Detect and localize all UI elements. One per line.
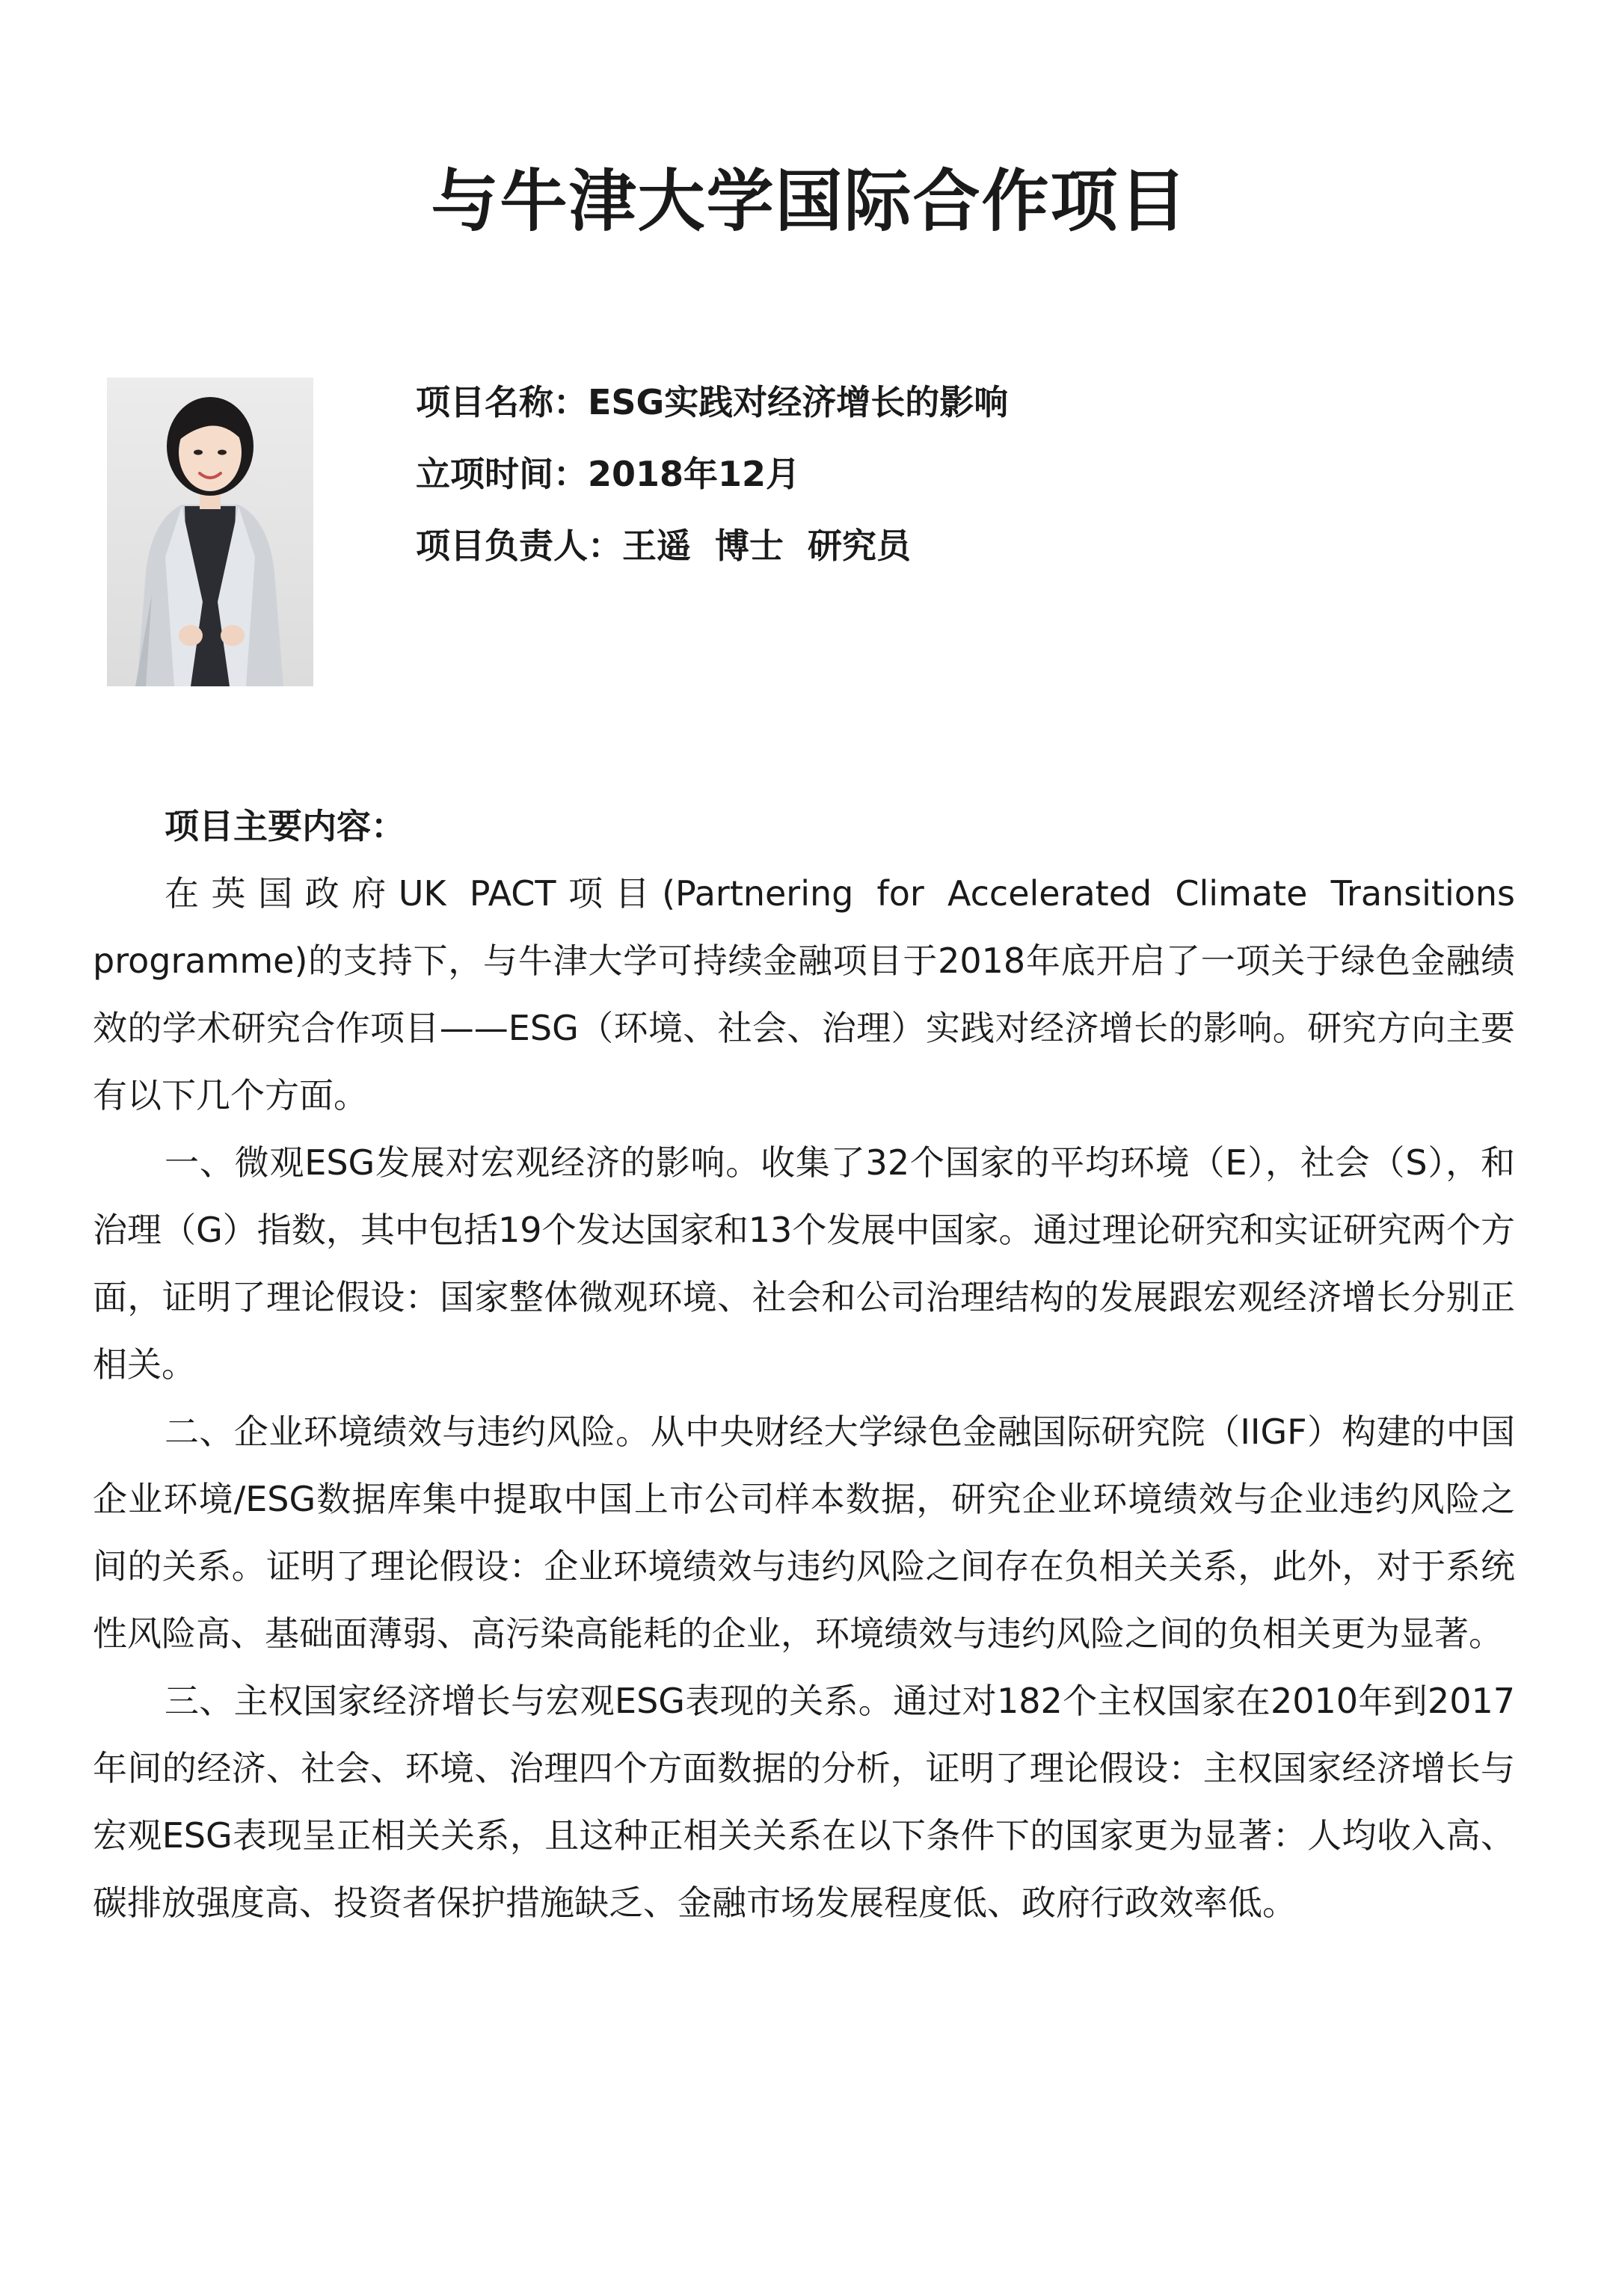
- project-leader-value: 王遥 博士 研究员: [622, 526, 912, 566]
- page-title: 与牛津大学国际合作项目: [431, 162, 1188, 241]
- portrait-photo: [107, 378, 313, 686]
- project-name-row: [416, 366, 1537, 438]
- project-date-row: [416, 438, 1537, 510]
- project-info: [416, 366, 1537, 582]
- project-date-label: 立项时间：: [416, 454, 588, 494]
- content-heading: 项目主要内容：: [165, 806, 405, 846]
- main-content: [93, 792, 1515, 1936]
- content-paragraph-2: 二、企业环境绩效与违约风险。从中央财经大学绿色金融国际研究院（IIGF）构建的中国企业环境/ESG数据库集中提取中国上市公司样本数据，研究企业环境绩效与企业违约风险之间的关系。证明了理论假设：企业环境绩效与违约风险之间存在负相关关系，此外，对于系统性风险高、基础面薄弱、高污染高能耗的企业，环境绩效与违约风险之间的负相关更为显著。: [93, 1412, 1515, 1654]
- portrait-image: [107, 378, 313, 686]
- content-paragraph-intro: 在英国政府UK PACT项目(Partnering for Accelerated Climate Transitions programme)的支持下，与牛津大学可持续金融项目于2018年底开启了一项关于绿色金融绩效的学术研究合作项目——ESG（环境、社会、治理）实践对经济增长的影响。研究方向主要有以下几个方面。: [93, 873, 1515, 1115]
- content-paragraph-3: 三、主权国家经济增长与宏观ESG表现的关系。通过对182个主权国家在2010年到2017年间的经济、社会、环境、治理四个方面数据的分析，证明了理论假设：主权国家经济增长与宏观ESG表现呈正相关关系，且这种正相关关系在以下条件下的国家更为显著：人均收入高、碳排放强度高、投资者保护措施缺乏、金融市场发展程度低、政府行政效率低。: [93, 1681, 1515, 1923]
- project-leader-label: 项目负责人：: [416, 526, 622, 566]
- project-leader-row: [416, 510, 1537, 582]
- project-name-label: 项目名称：: [416, 382, 588, 422]
- content-paragraph-1: 一、微观ESG发展对宏观经济的影响。收集了32个国家的平均环境（E），社会（S），和治理（G）指数，其中包括19个发达国家和13个发展中国家。通过理论研究和实证研究两个方面，证明了理论假设：国家整体微观环境、社会和公司治理结构的发展跟宏观经济增长分别正相关。: [93, 1142, 1515, 1385]
- project-name-value: ESG实践对经济增长的影响: [588, 382, 1009, 422]
- project-date-value: 2018年12月: [588, 454, 801, 494]
